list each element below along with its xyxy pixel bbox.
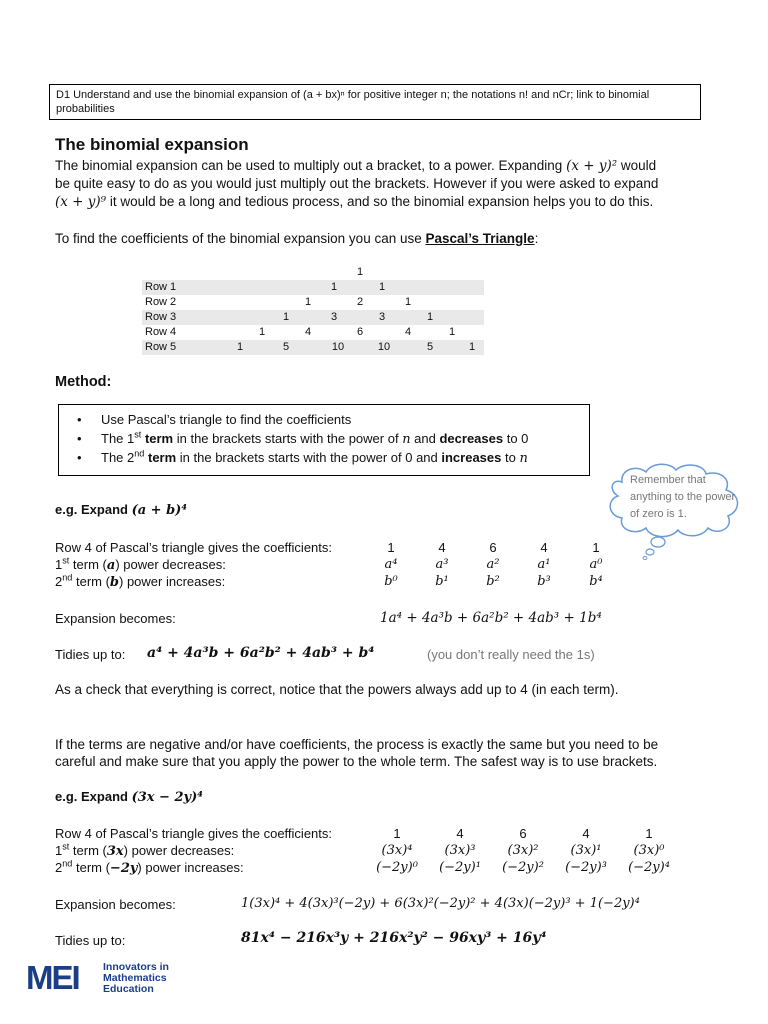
ex2-tidy-result: 81x⁴ − 216x³y + 216x²y² − 96xy³ + 16y⁴ — [241, 930, 547, 946]
negative-terms-line-1: If the terms are negative and/or have coefficients, the process is exactly the same but you need to be — [55, 737, 659, 752]
ex2-tidy-label: Tidies up to: — [55, 933, 126, 948]
page-title: The binomial expansion — [55, 135, 249, 154]
pascal-top-value: 1 — [356, 266, 364, 278]
ex2-expansion-label: Expansion becomes: — [55, 897, 176, 912]
ex2-coefficient-grid: 1 4 6 4 1 (3x)⁴ (3x)³ (3x)² (3x)¹ (3x)⁰ (−2y)⁰ (−2y)¹ (−2y)² (−2y)³ (−2y)⁴ — [376, 826, 670, 875]
ex1-expansion-label: Expansion becomes: — [55, 611, 176, 626]
ex2-term-2-label: 2nd term (−2y) power increases: — [55, 858, 244, 876]
method-box: • Use Pascal’s triangle to find the coefficients • The 1st term in the brackets starts with the power of n and decreases to 0 • The 2nd term in the brackets starts with the power of 0 and increases to n — [58, 404, 590, 476]
pascal-triangle-link: Pascal’s Triangle — [425, 231, 535, 246]
ex1-tidy-result: a⁴ + 4a³b + 6a²b² + 4ab³ + b⁴ — [147, 645, 375, 661]
ex1-coefficient-grid: 1 4 6 4 1 a⁴ a³ a² a¹ a⁰ b⁰ b¹ b² b³ b⁴ — [384, 540, 603, 589]
pascal-intro: To find the coefficients of the binomial expansion you can use Pascal’s Triangle: — [55, 231, 539, 246]
ex1-expansion: 1a⁴ + 4a³b + 6a²b² + 4ab³ + 1b⁴ — [380, 610, 602, 626]
ex1-tidy-label: Tidies up to: — [55, 647, 126, 662]
svg-text:MEI: MEI — [26, 961, 79, 991]
intro-line-1: The binomial expansion can be used to multiply out a bracket, to a power. Expanding (x + y)² would — [55, 158, 657, 174]
method-heading: Method: — [55, 374, 112, 390]
ex2-expansion: 1(3x)⁴ + 4(3x)³(−2y) + 6(3x)²(−2y)² + 4(3x)(−2y)³ + 1(−2y)⁴ — [241, 896, 640, 911]
ex1-row-label: Row 4 of Pascal’s triangle gives the coefficients: — [55, 540, 332, 555]
ex1-term-1-label: 1st term (a) power decreases: — [55, 555, 226, 573]
intro-line-3: (x + y)⁹ it would be a long and tedious process, and so the binomial expansion helps you to do this. — [55, 194, 654, 210]
pascal-row-4: Row 4 1 4 6 4 1 — [145, 326, 456, 338]
pascal-row-2: Row 2 1 2 1 — [145, 296, 412, 308]
ex2-row-label: Row 4 of Pascal’s triangle gives the coefficients: — [55, 826, 332, 841]
mei-logo — [26, 961, 100, 991]
logo-text: Innovators in Mathematics Education — [103, 961, 169, 995]
example-1-title: e.g. Expand (a + b)⁴ — [55, 502, 188, 518]
ex1-note: (you don’t really need the 1s) — [427, 647, 595, 662]
pascal-row-3: Row 3 1 3 3 1 — [142, 310, 484, 325]
intro-line-2: be quite easy to do as you would just multiply out the brackets. However if you were asked to expand — [55, 176, 659, 191]
negative-terms-line-2: careful and make sure that you apply the power to the whole term. The safest way is to use brackets. — [55, 754, 658, 769]
bubble-text: Remember that anything to the power of zero is 1. — [630, 474, 736, 520]
ex1-term-2-label: 2nd term (b) power increases: — [55, 572, 226, 590]
objective-text: D1 Understand and use the binomial expansion of (a + bx)ⁿ for positive integer n; the notations n! and nCr; link to binomial probabilities — [56, 89, 650, 115]
check-sentence: As a check that everything is correct, notice that the powers always add up to 4 (in each term). — [55, 682, 619, 697]
objective-box — [49, 84, 701, 120]
ex2-term-1-label: 1st term (3x) power decreases: — [55, 841, 235, 859]
pascal-row-5: Row 5 1 5 10 10 5 1 — [142, 340, 484, 355]
pascal-row-1: Row 1 1 1 — [142, 280, 484, 295]
example-2-title: e.g. Expand (3x − 2y)⁴ — [55, 789, 203, 805]
